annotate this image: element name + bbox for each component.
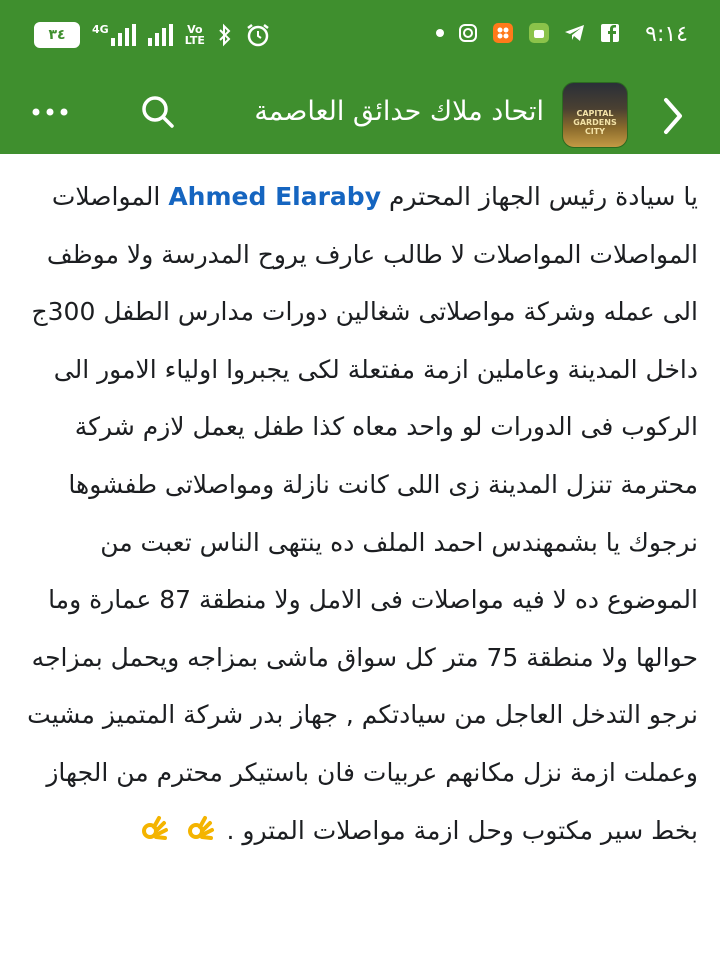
- battery-level: ٣٤: [48, 27, 66, 43]
- more-horizontal-icon[interactable]: [30, 102, 74, 122]
- status-left-group: [34, 22, 271, 48]
- search-icon[interactable]: [138, 92, 178, 132]
- app-orange-icon: [492, 22, 514, 44]
- notification-dot-icon: [436, 29, 444, 37]
- volte-top: Vo: [187, 23, 203, 36]
- chevron-right-icon[interactable]: [652, 94, 692, 138]
- status-time: ٩:١٤: [645, 22, 688, 47]
- signal-icon: [111, 24, 136, 46]
- signal-icon-2: [148, 24, 173, 46]
- ok-hand-emoji-icon: [185, 815, 215, 845]
- mention-link[interactable]: Ahmed Elaraby: [168, 182, 381, 211]
- status-notification-icons: [436, 22, 620, 44]
- battery-indicator: [34, 22, 80, 48]
- instagram-icon: [458, 23, 478, 43]
- network-type-label: 4G: [92, 23, 109, 36]
- alarm-icon: [245, 22, 271, 48]
- bluetooth-icon: [217, 23, 233, 47]
- status-bar: [0, 0, 720, 78]
- group-title[interactable]: اتحاد ملاك حدائق العاصمة: [254, 96, 544, 127]
- volte-bottom: LTE: [184, 34, 205, 47]
- app-bar: [0, 78, 720, 154]
- network-type: [92, 24, 136, 46]
- volte-badge: [185, 24, 205, 46]
- ok-hand-emoji-icon: [139, 815, 169, 845]
- post-greeting: يا سيادة رئيس الجهاز المحترم: [388, 182, 698, 211]
- post-body: المواصلات المواصلات المواصلات لا طالب عارف يروح المدرسة ولا موظف الى عمله وشركة مواصلاتى شغالين دورات مدارس الطفل 300ج داخل المدينة وعاملين ازمة مفتعلة لكى يجبروا اولياء الامور الى الركوب فى الدورات لو واحد معاه كذا طفل يعمل لازم شركة محترمة تنزل المدينة زى اللى كانت نازلة ومواصلاتى طفشوها نرجوك يا بشمهندس احمد الملف ده ينتهى الناس تعبت من الموضوع ده لا فيه مواصلات فى الامل ولا منطقة 87 عمارة وما حوالها ولا منطقة 75 متر كل سواق ماشى بمزاجه ويحمل بمزاجه نرجو التدخل العاجل من سيادتكم , جهاز بدر شركة المتميز مشيت وعملت ازمة نزل مكانهم عربيات فان باستيكر محترم من الجهاز بخط سير مكتوب وحل ازمة مواصلات المترو .: [27, 182, 698, 845]
- post-content: [0, 154, 720, 974]
- group-avatar-text: CAPITAL GARDENS CITY: [573, 109, 617, 136]
- android-app-icon: [528, 22, 550, 44]
- telegram-icon: [564, 23, 586, 43]
- group-avatar[interactable]: [562, 82, 628, 148]
- post-text: [18, 168, 698, 859]
- facebook-icon: [600, 23, 620, 43]
